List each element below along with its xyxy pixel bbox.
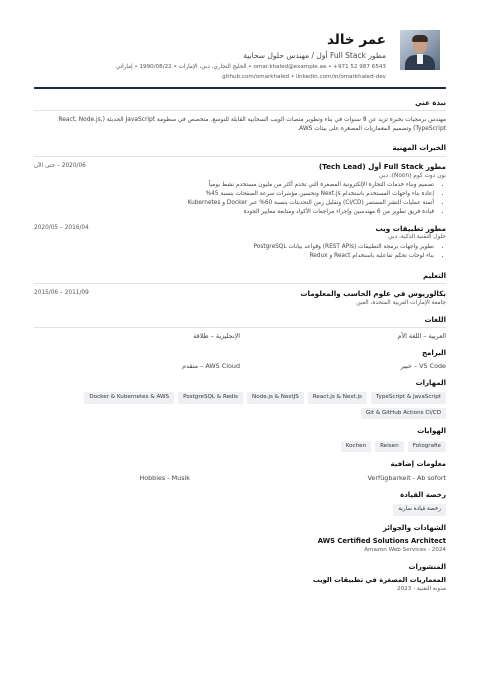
skill-tag: Docker & Kubernetes & AWS xyxy=(84,392,174,404)
linkedin-link[interactable]: linkedin.com/in/omarkhaled-dev xyxy=(295,73,386,80)
entry-date: 2020/06 – حتى الآن xyxy=(34,162,86,169)
bullet: • تطوير واجهات برمجة التطبيقات (REST APIs) وقواعد بيانات PostgreSQL xyxy=(104,244,434,252)
education-heading: التعليم xyxy=(34,272,446,284)
certifications-heading: الشهادات والجوائز xyxy=(382,523,446,532)
summary-text: مهندس برمجيات بخبرة تزيد عن 8 سنوات في بناء وتطوير منصات الويب السحابية القابلة للتوسع. متخصص في منظومة JavaScript الحديثة (React, Node.js, TypeScript) وتصميم المعماريات المصغرة على بيئات AWS. xyxy=(58,117,446,133)
additional-heading: معلومات إضافية xyxy=(390,460,446,469)
job-title: مطور Full Stack أول / مهندس حلول سحابية xyxy=(243,51,386,61)
skill-tag: TypeScript & JavaScript xyxy=(371,392,446,404)
hobby-tag: Reisen xyxy=(375,441,404,453)
skill-tag: Node.js & NestJS xyxy=(247,392,304,404)
github-link[interactable]: github.com/omarkhaled xyxy=(222,73,290,80)
license-tag: رخصة قيادة سارية xyxy=(393,504,446,516)
skills-tags xyxy=(34,392,446,419)
publication-source: مدونة التقنية - 2023 xyxy=(397,586,446,593)
license-section xyxy=(34,491,446,516)
entry-org: جامعة الإمارات العربية المتحدة، العين xyxy=(356,299,446,306)
program-item: VS Code – خبير xyxy=(400,362,446,371)
entry-date: 2011/09 – 2015/06 xyxy=(34,290,89,297)
skill-tag: Git & GitHub Actions CI/CD xyxy=(361,408,446,420)
summary-section xyxy=(34,99,446,135)
entry-title: بكالوريوس في علوم الحاسب والمعلومات xyxy=(300,289,446,299)
experience-section xyxy=(34,144,446,261)
entry-date: 2016/04 – 2020/05 xyxy=(34,224,89,231)
education-section xyxy=(34,272,446,308)
program-item: AWS Cloud – متقدم xyxy=(182,362,240,371)
person-name: عمر خالد xyxy=(326,32,386,48)
certifications-section xyxy=(34,524,446,555)
cert-issuer: Amazon Web Services - 2024 xyxy=(364,547,446,554)
additional-item: Verfügbarkeit - Ab sofort xyxy=(367,473,446,482)
nationality: إماراتي xyxy=(115,64,133,71)
hobby-tag: Fotografie xyxy=(408,441,446,453)
skill-tag: React.js & Next.js xyxy=(308,392,367,404)
entry-title: مطور تطبيقات ويب xyxy=(375,223,446,233)
hobby-tags xyxy=(34,441,446,453)
languages-section xyxy=(34,316,446,341)
publications-section xyxy=(34,563,446,594)
cert-title: AWS Certified Solutions Architect xyxy=(317,536,446,545)
education-entry xyxy=(34,289,446,308)
entry-title: مطور Full Stack أول (Tech Lead) xyxy=(318,161,446,171)
skills-section xyxy=(34,379,446,420)
publications-heading: المنشورات xyxy=(408,562,446,571)
header-divider xyxy=(34,87,446,88)
phone: +971 52 987 6543 xyxy=(333,64,386,71)
experience-entry xyxy=(34,224,446,262)
location: الخليج التجاري، دبي، الإمارات xyxy=(178,64,247,71)
license-tags xyxy=(34,504,446,516)
links-line: linkedin.com/in/omarkhaled-dev • github.com/omarkhaled xyxy=(222,73,386,80)
additional-section xyxy=(34,460,446,482)
email[interactable]: omar.khaled@example.ae xyxy=(253,64,327,71)
publication-title: المعماريات المصغرة في تطبيقات الويب xyxy=(312,576,446,585)
hobbies-section xyxy=(34,427,446,452)
header-info xyxy=(34,30,386,81)
entry-org: حلول التقنية الذكية، دبي xyxy=(388,234,446,241)
bullet: • أتمتة عمليات النشر المستمر (CI/CD) وتقليل زمن التحديثات بنسبة 60% عبر Docker و Kubernetes xyxy=(104,200,434,208)
language-item: الإنجليزية – طلاقة xyxy=(193,332,240,341)
bullet: • قيادة فريق تطوير من 6 مهندسين وإجراء مراجعات الأكواد ومتابعة معايير الجودة xyxy=(104,209,434,217)
profile-photo xyxy=(400,30,440,70)
hobbies-heading: الهوايات xyxy=(417,427,446,436)
birth-date: 1990/08/22 xyxy=(139,64,172,71)
summary-heading: نبذة عني xyxy=(34,99,446,111)
entry-org: نون دوت كوم (Noon)، دبي xyxy=(379,172,446,179)
entry-bullets xyxy=(104,244,446,261)
experience-entry xyxy=(34,162,446,218)
programs-section xyxy=(34,349,446,371)
entry-bullets xyxy=(104,182,446,216)
skills-heading: المهارات xyxy=(415,378,446,387)
languages-heading: اللغات xyxy=(34,316,446,328)
programs-heading: البرامج xyxy=(421,348,446,357)
additional-item: Hobbies - Musik xyxy=(139,473,190,482)
bullet: • إعادة بناء واجهات المستخدم باستخدام Next.js وتحسين مؤشرات سرعة الصفحات بنسبة 45% xyxy=(104,191,434,199)
skill-tag: PostgreSQL & Redis xyxy=(178,392,243,404)
experience-heading: الخبرات المهنية xyxy=(34,144,446,156)
language-item: العربية – اللغة الأم xyxy=(397,332,446,341)
license-heading: رخصة القيادة xyxy=(400,490,446,499)
resume-header xyxy=(34,30,446,81)
hobby-tag: Kochen xyxy=(341,441,371,453)
bullet: • بناء لوحات تحكم تفاعلية باستخدام React و Redux xyxy=(104,253,434,261)
contact-line: +971 52 987 6543 • omar.khaled@example.ae • الخليج التجاري، دبي، الإمارات • 1990/08/22 • إماراتي xyxy=(115,64,386,71)
bullet: • تصميم وبناء خدمات التجارة الإلكترونية المصغرة التي تخدم أكثر من مليون مستخدم نشط يومياً xyxy=(104,182,434,190)
